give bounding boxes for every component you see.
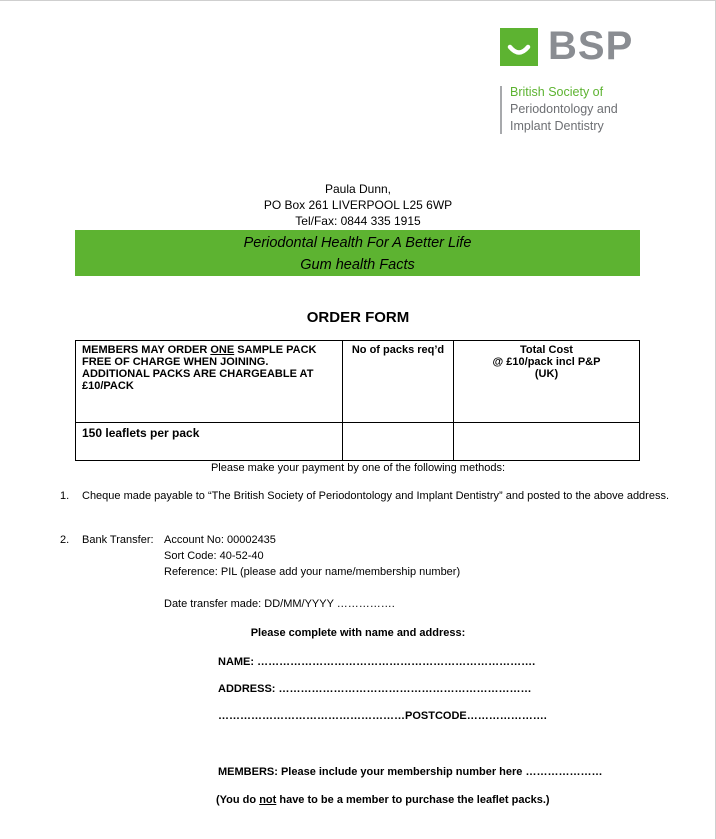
contact-po-box: PO Box 261 LIVERPOOL L25 6WP [263,198,453,212]
payment-method-cheque [60,489,690,504]
address-field[interactable]: ADDRESS: …………………………………………………………… [218,683,532,695]
bank-transfer-date[interactable]: Date transfer made: DD/MM/YYYY ……………. [164,598,395,610]
bank-account: Account No: 00002435 [164,534,276,546]
logo-name-line-3: Implant Dentistry [510,119,604,133]
spacer [164,580,460,596]
packs-input-cell[interactable] [343,423,454,461]
logo-name-line-2: Periodontology and [510,102,618,116]
method-2-number: 2. [60,534,70,546]
method-1-number: 1. [60,490,70,502]
banner-line-1: Periodontal Health For A Better Life [243,235,472,251]
bank-sort-code: Sort Code: 40-52-40 [164,550,264,562]
logo-abbr: BSP [548,24,634,68]
contact-name: Paula Dunn, [324,182,392,196]
members-note-post: SAMPLE PACK FREE OF CHARGE WHEN JOINING. ADDITIONAL PACKS ARE CHARGEABLE AT £10/PACK [82,344,317,392]
method-2-label: Bank Transfer: [82,534,154,546]
bank-reference: Reference: PIL (please add your name/membership number) [164,566,461,578]
logo-mark [500,28,538,66]
total-cost-header-cell [454,341,640,423]
bank-details [164,532,460,612]
name-field[interactable]: NAME: …………………………………………………………………. [218,656,536,668]
contact-address [0,181,716,229]
total-cost-line-2: @ £10/pack incl P&P [492,356,601,368]
logo-name-line-1: British Society of [510,85,604,99]
method-1-text: Cheque made payable to “The British Society of Periodontology and Implant Dentistry” and posted to the above address. [82,490,670,502]
total-cost-line-3: (UK) [534,368,559,380]
postcode-field[interactable]: ……………………………………………POSTCODE…………………. [218,710,547,722]
note-post: have to be a member to purchase the leaflet packs.) [276,794,550,806]
table-row [76,423,640,461]
membership-number-field[interactable]: MEMBERS: Please include your membership number here ………………… [218,766,603,778]
banner-line-2: Gum health Facts [300,257,415,273]
title-banner [75,230,640,276]
members-note-cell [76,341,343,423]
members-note-one: ONE [210,344,235,356]
logo-name [510,84,618,135]
membership-note [216,794,550,806]
total-input-cell[interactable] [454,423,640,461]
packs-header-cell: No of packs req’d [343,341,454,423]
order-form-title: ORDER FORM [306,309,410,326]
table-header-row [76,341,640,423]
members-note-pre: MEMBERS MAY ORDER [82,344,211,356]
smile-icon [500,28,538,66]
order-table [75,340,640,461]
logo-divider [500,86,502,134]
note-pre: (You do [216,794,260,806]
total-cost-line-1: Total Cost [520,344,573,356]
bsp-logo [500,24,650,138]
contact-telfax: Tel/Fax: 0844 335 1915 [295,214,421,228]
leaflets-label-cell: 150 leaflets per pack [76,423,343,461]
complete-instructions: Please complete with name and address: [250,627,466,639]
payment-intro: Please make your payment by one of the following methods: [210,462,506,474]
note-not: not [259,794,277,806]
